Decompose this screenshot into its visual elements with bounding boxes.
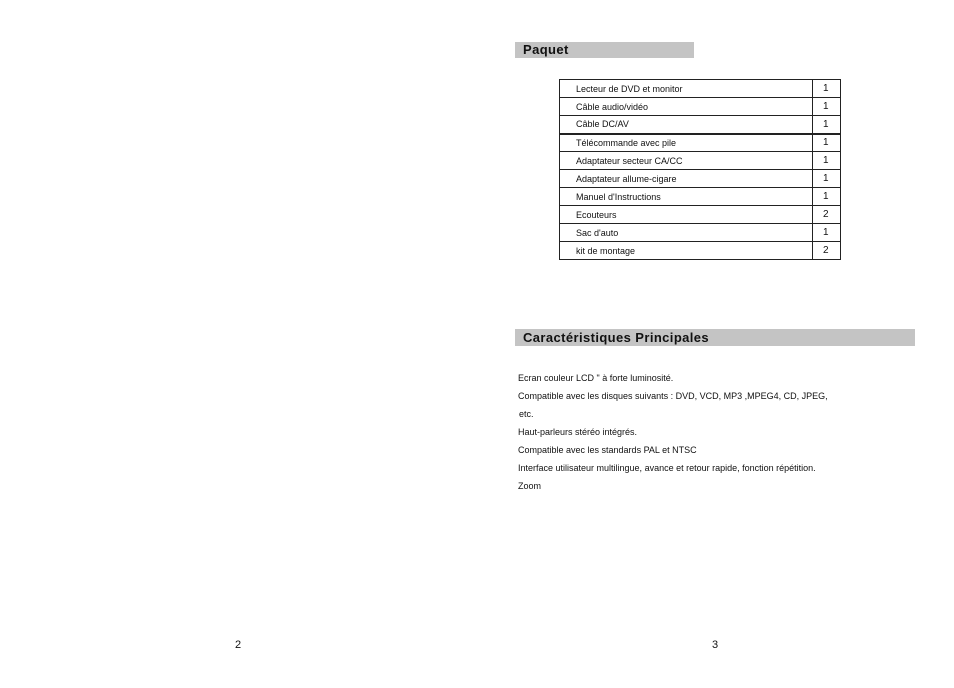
package-item-qty: 1: [813, 116, 841, 134]
package-item-qty: 1: [813, 80, 841, 98]
package-item-qty: 1: [813, 98, 841, 116]
features-list: [518, 371, 828, 497]
table-row: [560, 170, 841, 188]
package-item-name: Adaptateur secteur CA/CC: [560, 152, 813, 170]
table-row: [560, 224, 841, 242]
package-section-title: Paquet: [515, 42, 694, 58]
feature-line: Interface utilisateur multilingue, avance et retour rapide, fonction répétition.: [518, 463, 816, 473]
package-item-name: Ecouteurs: [560, 206, 813, 224]
table-row: [560, 152, 841, 170]
feature-line: etc.: [519, 409, 534, 419]
feature-line: Zoom: [518, 481, 542, 491]
package-item-qty: 1: [813, 134, 841, 152]
package-item-qty: 2: [813, 206, 841, 224]
package-item-qty: 1: [813, 152, 841, 170]
feature-line: Haut-parleurs stéréo intégrés.: [518, 427, 638, 437]
package-contents-table: [559, 79, 841, 260]
package-item-name: Manuel d'Instructions: [560, 188, 813, 206]
table-row: [560, 80, 841, 98]
package-item-qty: 2: [813, 242, 841, 260]
feature-line: Ecran couleur LCD " à forte luminosité.: [518, 373, 674, 383]
package-item-qty: 1: [813, 188, 841, 206]
page-number-right: 3: [712, 639, 719, 651]
table-row: [560, 206, 841, 224]
package-item-name: Télécommande avec pile: [560, 134, 813, 152]
feature-line: Compatible avec les standards PAL et NTSC: [518, 445, 697, 455]
package-item-name: Câble audio/vidéo: [560, 98, 813, 116]
feature-line: Compatible avec les disques suivants : DVD, VCD, MP3 ,MPEG4, CD, JPEG,: [518, 391, 828, 401]
package-item-name: Lecteur de DVD et monitor: [560, 80, 813, 98]
package-item-name: Adaptateur allume-cigare: [560, 170, 813, 188]
page-number-left: 2: [235, 639, 242, 651]
package-item-name: kit de montage: [560, 242, 813, 260]
features-section-title: Caractéristiques Principales: [515, 329, 915, 346]
table-row: [560, 242, 841, 260]
package-item-qty: 1: [813, 224, 841, 242]
package-item-qty: 1: [813, 170, 841, 188]
package-item-name: Câble DC/AV: [560, 116, 813, 134]
table-row: [560, 116, 841, 134]
package-item-name: Sac d'auto: [560, 224, 813, 242]
table-row: [560, 188, 841, 206]
table-row: [560, 134, 841, 152]
table-row: [560, 98, 841, 116]
